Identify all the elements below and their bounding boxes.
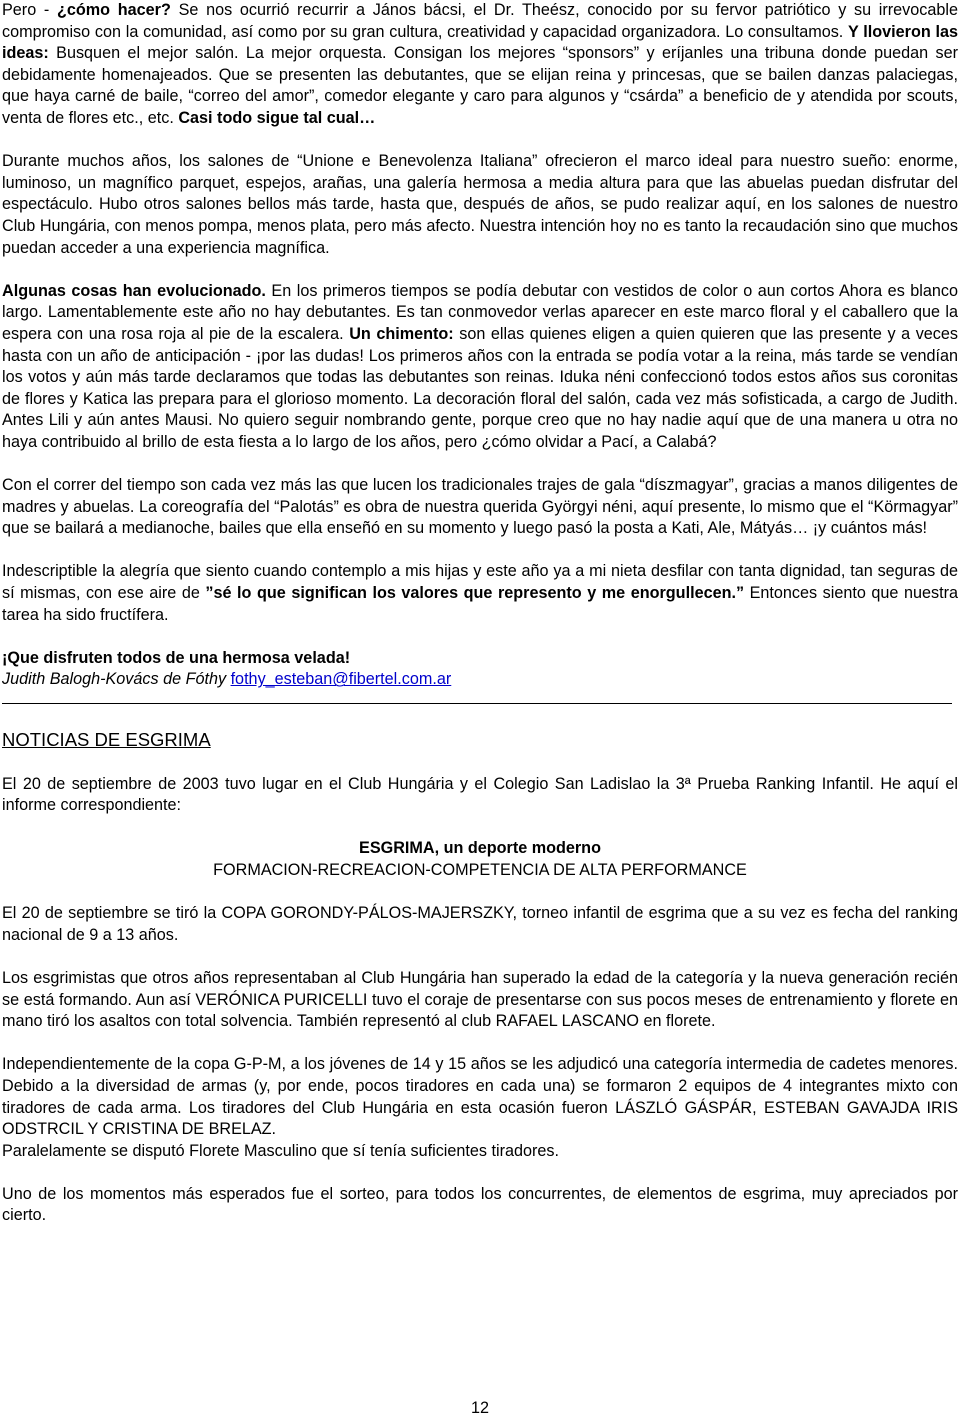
paragraph-esgrimistas: Los esgrimistas que otros años representaban al Club Hungária han superado la edad de la categoría y la nueva generación recién se está formando. Aun así VERÓNICA PURICELLI tuvo el coraje de presentarse con sus pocos meses de entrenamiento y florete en mano tiró los asaltos con total solvencia. También representó al club RAFAEL LASCANO en florete.	[2, 968, 958, 1031]
paragraph-evolucion	[2, 281, 958, 454]
text: Busquen el mejor salón. La mejor orquesta. Consigan los mejores “sponsors” y eríjanles una tribuna donde puedan ser debidamente homenajeados. Que se presenten las debutantes, que se elijan reina y princesas, que se bailen danzas palaciegas, que haya carné de baile, “correo del amor”, comedor elegante y caro para algunos y “csárda” a beneficio de y atendida por scouts, venta de flores etc., etc.	[2, 44, 958, 127]
paragraph-trajes: Con el correr del tiempo son cada vez más las que lucen los tradicionales trajes de gala “díszmagyar”, gracias a manos diligentes de madres y abuelas. La coreografía del “Palotás” es obra de nuestra querida Györgyi néni, aquí presente, lo mismo que el “Körmagyar” que se bailará a medianoche, bailes que ella enseñó en su momento y luego pasó la posta a Kati, Ale, Mátyás… ¡y cuántos más!	[2, 476, 958, 538]
text: Pero -	[2, 1, 57, 19]
closing-text: ¡Que disfruten todos de una hermosa velada!	[2, 648, 351, 667]
paragraph-prueba-ranking: El 20 de septiembre de 2003 tuvo lugar en el Club Hungária y el Colegio San Ladislao la 3ª Prueba Ranking Infantil. He aquí el informe correspondiente:	[2, 774, 958, 815]
signature-line	[2, 669, 958, 691]
horizontal-divider	[2, 703, 952, 704]
bold-text: Algunas cosas han evolucionado.	[2, 281, 266, 300]
paragraph-ideas	[2, 0, 958, 130]
text: son ellas quienes eligen a quien quieren que las presente y a veces hasta con un año de anticipación - ¡por las dudas! Los primeros años con la entrada se podía votar a la reina, más tarde se vendían los votos y aún más tarde declaramos que todas las debutantes son reinas. Iduka néni confeccionó todos estos años sus coronitas de flores y Katica las prepara para el glorioso momento. La decoración floral del salón, cada vez más sofisticada, a cargo de Judith. Antes Lili y aún antes Mausi. No quiero seguir nombrando gente, porque creo que no hay nadie aquí que de una manera u otra no haya contribuido al brillo de esta fiesta a lo largo de los años, pero ¿cómo olvidar a Pací, a Calabá?	[2, 324, 958, 451]
document-page	[2, 0, 958, 1417]
text: Entonces siento que nuestra tarea ha sido fructífera.	[2, 584, 958, 624]
text: En los primeros tiempos se podía debutar con vestidos de color o aun cortos Ahora es blanco largo. Lamentablemente este año no hay debutantes. Es tan conmovedor verlas aparecer en este marco floral y el caballero que la espera con una rosa roja al pie de la escalera.	[2, 281, 958, 343]
bold-text: ¿cómo hacer?	[57, 1, 171, 19]
paragraph-copa: El 20 de septiembre se tiró la COPA GORONDY-PÁLOS-MAJERSZKY, torneo infantil de esgrima que a su vez es fecha del ranking nacional de 9 a 13 años.	[2, 904, 958, 944]
text: Indescriptible la alegría que siento cuando contemplo a mis hijas y este año ya a mi nieta desfilar con tanta dignidad, tan seguras de sí mismas, con ese aire de	[2, 562, 958, 603]
signature-name: Judith Balogh-Kovács de Fóthy	[2, 670, 227, 689]
center-title-text: ESGRIMA, un deporte moderno	[359, 839, 601, 858]
bold-text: Un chimento:	[349, 324, 454, 343]
bold-text: Casi todo sigue tal cual…	[178, 108, 376, 127]
section-title: NOTICIAS DE ESGRIMA	[2, 729, 211, 750]
paragraph-salones: Durante muchos años, los salones de “Unione e Benevolenza Italiana” ofrecieron el marco ideal para nuestro sueño: enorme, luminoso, un magnífico parquet, espejos, arañas, una galería hermosa a media altura para que las abuelas puedan disfrutar del espectáculo. Hubo otros salones bellos más tarde, hasta que, después de años, se pudo realizar aquí, en los salones de nuestro Club Hungária, con menos pompa, menos plata, pero más afecto. Nuestra intención hoy no es tanto la recaudación sino que muchos puedan acceder a una experiencia magnífica.	[2, 152, 958, 257]
bold-text: Y llovieron las ideas:	[2, 22, 958, 63]
bold-text: ”sé lo que significan los valores que represento y me enorgullecen.”	[205, 584, 745, 603]
text: Se nos ocurrió recurrir a János bácsi, el Dr. Theész, conocido por su fervor patriótico y su irrevocable compromiso con la comunidad, así como por su gran cultura, creatividad y capacidad organizadora. Lo consultamos.	[2, 1, 958, 41]
center-subtitle: FORMACION-RECREACION-COMPETENCIA DE ALTA PERFORMANCE	[213, 860, 747, 879]
center-title	[2, 838, 958, 860]
paragraph-cadetes: Independientemente de la copa G-P-M, a los jóvenes de 14 y 15 años se les adjudicó una categoría intermedia de cadetes menores. Debido a la diversidad de armas (y, por ende, pocos tiradores en cada una) se formaron 2 equipos de 4 integrantes mixto con tiradores de cada arma. Los tiradores del Club Hungária en esta ocasión fueron LÁSZLÓ GÁSPÁR, ESTEBAN GAVAJDA IRIS ODSTRCIL Y CRISTINA DE BRELAZ.	[2, 1055, 958, 1139]
page-number: 12	[470, 1399, 489, 1417]
closing-line	[2, 648, 958, 670]
paragraph-florete: Paralelamente se disputó Florete Masculino que sí tenía suficientes tiradores.	[2, 1141, 559, 1160]
email-link[interactable]: fothy_esteban@fibertel.com.ar	[230, 670, 452, 689]
paragraph-alegria	[2, 561, 958, 626]
paragraph-sorteo: Uno de los momentos más esperados fue el sorteo, para todos los concurrentes, de elementos de esgrima, muy apreciados por cierto.	[2, 1184, 958, 1225]
